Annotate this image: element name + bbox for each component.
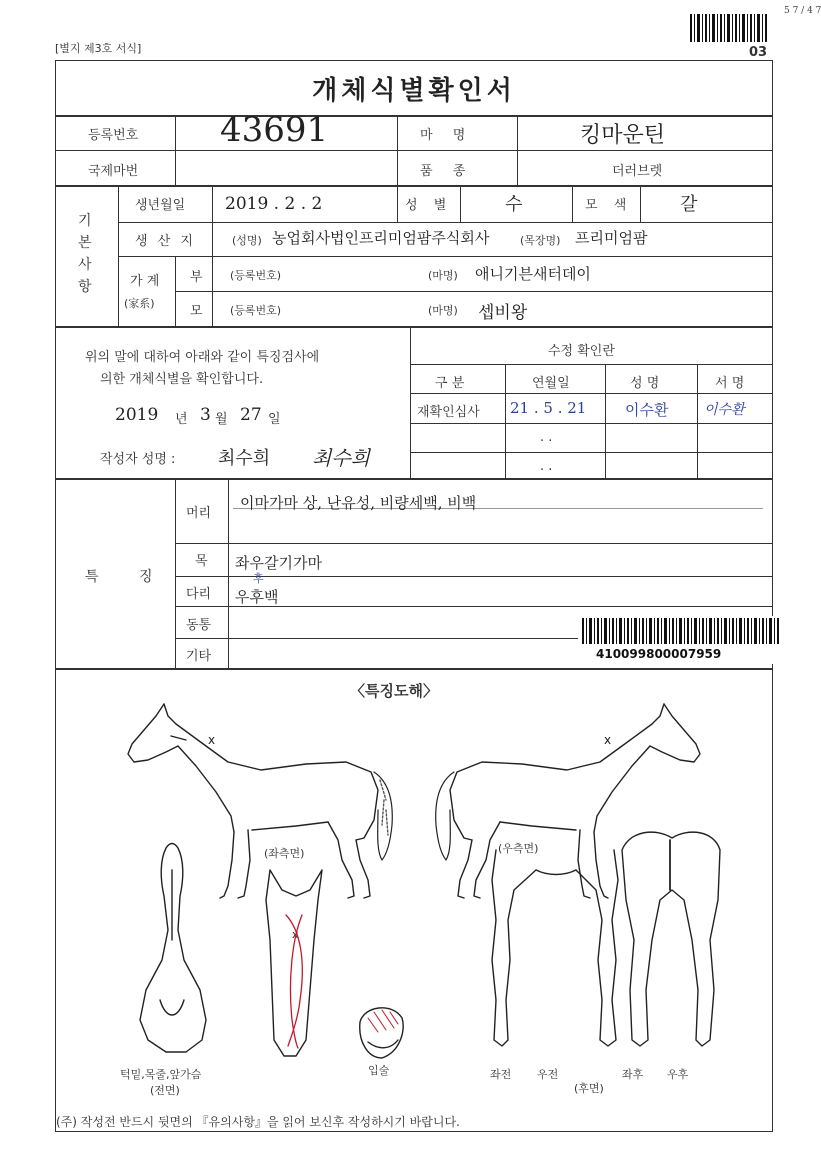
- birth-label: 생년월일: [135, 198, 186, 213]
- label-left-side: (좌측면): [264, 847, 305, 860]
- dam-reg-prefix: (등록번호): [230, 304, 282, 317]
- revision-row1-type: 재확인심사: [417, 405, 480, 420]
- farm-prefix: (목장명): [520, 234, 561, 247]
- legs-value: 우후백: [235, 588, 279, 606]
- revision-row1-sign: 이수환: [704, 402, 745, 418]
- color-value: 갈: [680, 194, 698, 215]
- intl-no-label: 국제마번: [88, 164, 139, 179]
- revision-row3-date: . .: [540, 459, 553, 474]
- legs-note: 후: [253, 572, 264, 585]
- sire-name: 애니기븐새터데이: [475, 265, 591, 283]
- revision-header-name: 성 명: [630, 376, 660, 391]
- writer-label: 작성자 성명 :: [100, 452, 176, 467]
- legs-label: 다리: [186, 587, 212, 602]
- writer-signature: 최수희: [312, 446, 370, 470]
- pedigree-label: 가 계: [130, 274, 160, 289]
- label-right-side: (우측면): [498, 842, 539, 855]
- svg-text:x: x: [604, 733, 612, 747]
- revision-header-date: 연월일: [532, 376, 570, 391]
- horse-name-value: 킹마운틴: [580, 123, 666, 148]
- dam-name-prefix: (마명): [428, 304, 458, 317]
- rear-view-horse: [622, 832, 720, 1046]
- dam-name: 셉비왕: [478, 303, 528, 323]
- origin-label: 생 산 지: [135, 234, 196, 249]
- label-front-caption: 턱밑,목줄,앞가슴: [120, 1068, 202, 1081]
- statement-line1: 위의 말에 대하여 아래와 같이 특징검사에: [85, 350, 320, 365]
- body-label: 동통: [186, 618, 212, 633]
- mid-barcode: [578, 616, 783, 646]
- revision-row1-name: 이수환: [625, 401, 669, 419]
- label-front: (전면): [150, 1084, 180, 1097]
- right-side-horse: [436, 704, 700, 898]
- page-number: 03: [749, 45, 768, 60]
- date-day: 27: [240, 405, 262, 425]
- sex-value: 수: [505, 194, 523, 215]
- reg-no-label: 등록번호: [88, 128, 139, 143]
- label-left-fore: 좌전: [490, 1068, 512, 1081]
- head-front-view: [266, 870, 322, 1056]
- owner-prefix: (성명): [232, 234, 262, 247]
- horse-diagram: [56, 700, 772, 1100]
- farm-value: 프리미엄팜: [575, 229, 648, 247]
- sex-label: 성 별: [405, 198, 453, 213]
- lips-view: [360, 1008, 403, 1058]
- horse-name-label: 마 명: [420, 128, 474, 143]
- top-barcode: [690, 14, 770, 42]
- date-day-unit: 일: [268, 412, 281, 427]
- label-rear: (후면): [574, 1082, 604, 1095]
- revision-row1-date: 21 . 5 . 21: [510, 399, 587, 417]
- svg-text:x: x: [292, 928, 299, 941]
- revision-header-type: 구 분: [435, 376, 465, 391]
- label-lips: 입술: [368, 1064, 390, 1077]
- label-left-hind: 좌후: [622, 1068, 644, 1081]
- basic-section-label: 기본사항: [78, 213, 92, 295]
- corner-note: 5 7 / 4 7: [784, 6, 821, 16]
- diagram-title: 〈특징도해〉: [350, 682, 438, 700]
- revision-title: 수정 확인란: [548, 344, 615, 359]
- date-year-unit: 년: [175, 412, 188, 427]
- reg-no-value: 43691: [220, 110, 329, 150]
- label-right-hind: 우후: [667, 1068, 689, 1081]
- left-side-horse: [128, 704, 378, 898]
- front-view-horse: [140, 844, 206, 1053]
- other-label: 기타: [186, 649, 212, 664]
- breed-label: 품 종: [420, 164, 474, 179]
- owner-value: 농업회사법인프리미엄팜주식회사: [272, 229, 490, 247]
- sire-name-prefix: (마명): [428, 269, 458, 282]
- footer-note: (주) 작성전 반드시 뒷면의 『유의사항』을 읽어 보신후 작성하시기 바랍니다.: [56, 1115, 460, 1129]
- neck-label: 목: [195, 554, 208, 569]
- date-month-unit: 월: [215, 412, 228, 427]
- page-title: 개체식별확인서: [312, 76, 516, 106]
- head-label: 머리: [186, 506, 212, 521]
- statement-line2: 의한 개체식별을 확인합니다.: [100, 372, 264, 387]
- revision-row2-date: . .: [540, 430, 553, 445]
- form-label: [별지 제3호 서식]: [55, 42, 142, 55]
- head-value: 이마가마 상, 난유성, 비량세백, 비백: [240, 494, 477, 512]
- svg-text:x: x: [208, 733, 216, 747]
- barcode-number: 410099800007959: [596, 647, 722, 661]
- breed-value: 더러브렛: [612, 164, 663, 179]
- date-year: 2019: [115, 405, 159, 425]
- date-month: 3: [200, 405, 211, 425]
- color-label: 모 색: [585, 198, 633, 213]
- sire-reg-prefix: (등록번호): [230, 269, 282, 282]
- barcode-sticker: [578, 616, 783, 664]
- neck-value: 좌우갈기가마: [235, 554, 322, 572]
- birth-value: 2019 . 2 . 2: [225, 194, 323, 214]
- features-section-label: 특 징: [85, 569, 171, 585]
- writer-name: 최수희: [218, 448, 271, 469]
- dam-label: 모: [190, 304, 203, 319]
- pedigree-sub: (家系): [124, 297, 155, 310]
- revision-header-sign: 서 명: [715, 376, 745, 391]
- sire-label: 부: [190, 270, 203, 285]
- label-right-fore: 우전: [537, 1068, 559, 1081]
